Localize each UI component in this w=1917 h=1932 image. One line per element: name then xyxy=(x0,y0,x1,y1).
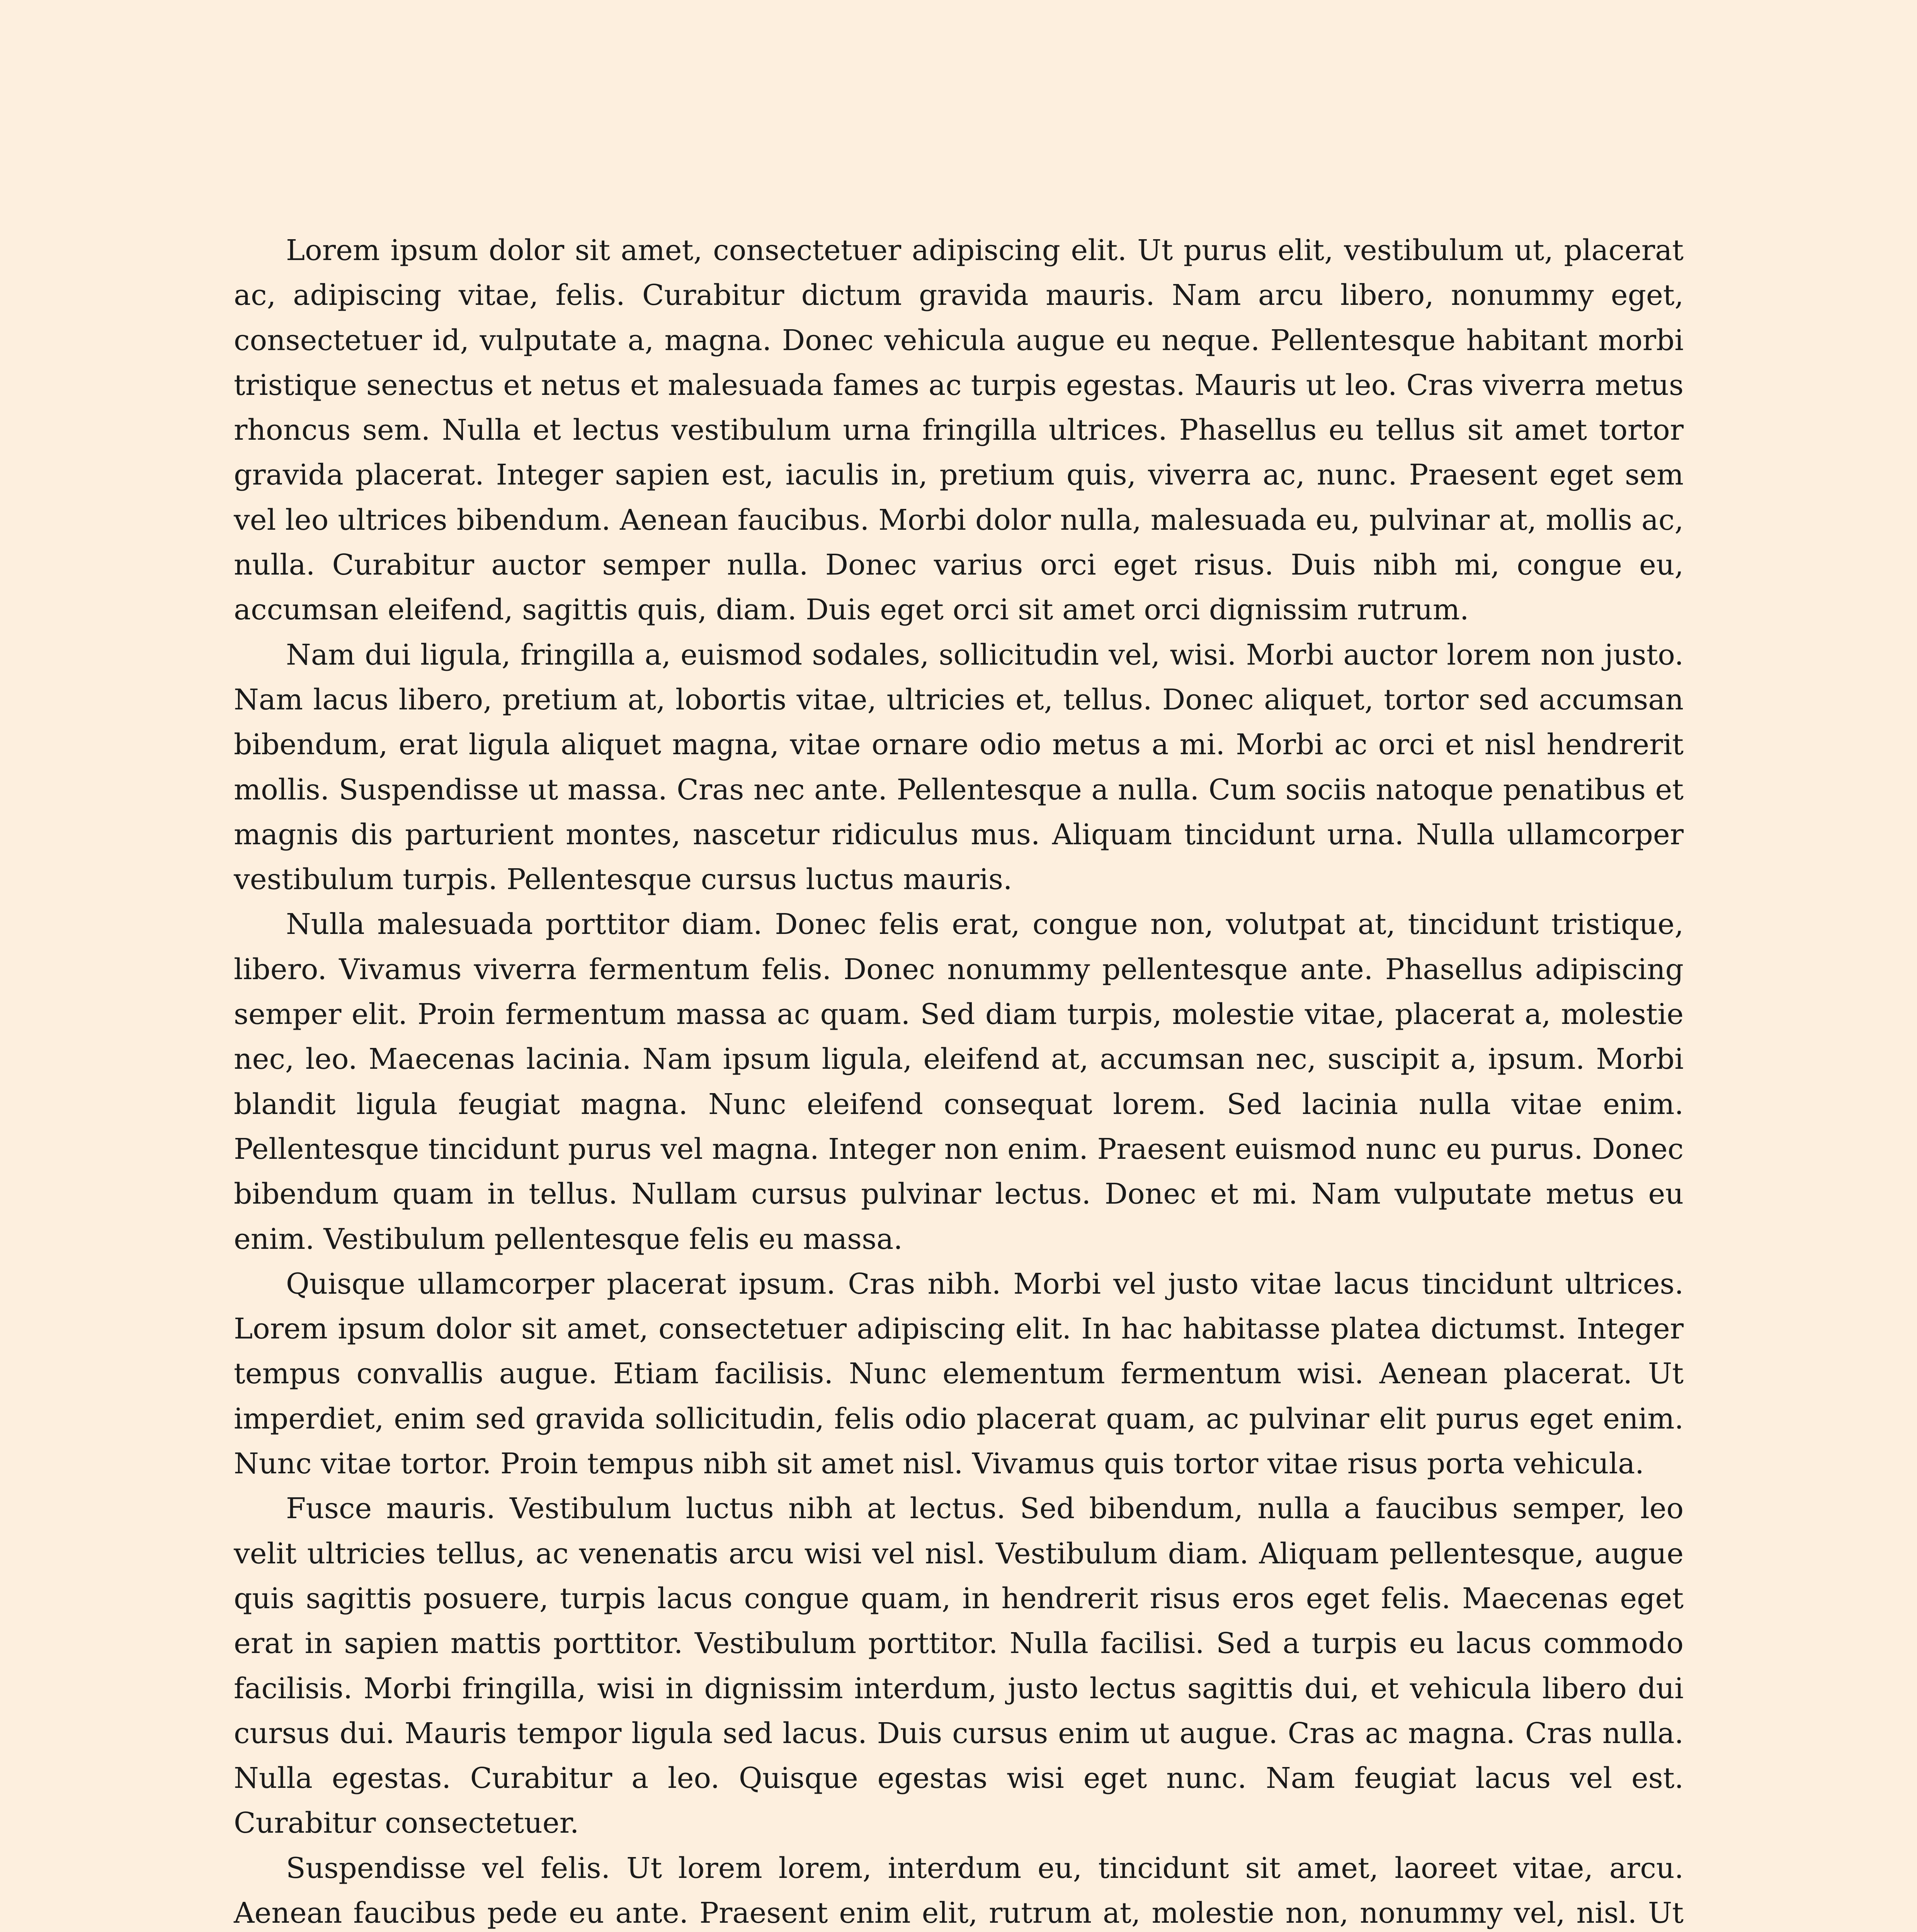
paragraph-6: Suspendisse vel felis. Ut lorem lorem, interdum eu, tincidunt sit amet, laoreet vitae, arcu. Aenean faucibus pede eu ante. Praesent enim elit, rutrum at, molestie non, nonummy vel, nisl. Ut xyxy=(234,1851,1684,1930)
paragraph-4: Quisque ullamcorper placerat ipsum. Cras nibh. Morbi vel justo vitae lacus tincidunt ultrices. Lorem ipsum dolor sit amet, consectetuer adipiscing elit. In hac habitasse platea dictumst. Integer tempus convallis augue. Etiam facilisis. Nunc elementum fermentum wisi. Aenean placerat. Ut imperdiet, enim sed gravida sollicitudin, felis odio placerat quam, ac pulvinar elit purus eget enim. Nunc vitae tortor. Proin tempus nibh sit amet nisl. Vivamus quis tortor vitae risus porta vehicula. xyxy=(234,1267,1684,1481)
paragraph-5: Fusce mauris. Vestibulum luctus nibh at lectus. Sed bibendum, nulla a faucibus semper, leo velit ultricies tellus, ac venenatis arcu wisi vel nisl. Vestibulum diam. Aliquam pellentesque, augue quis sagittis posuere, turpis lacus congue quam, in hendrerit risus eros eget felis. Maecenas eget erat in sapien mattis porttitor. Vestibulum porttitor. Nulla facilisi. Sed a turpis eu lacus commodo facilisis. Morbi fringilla, wisi in dignissim interdum, justo lectus sagittis dui, et vehicula libero dui cursus dui. Mauris tempor ligula sed lacus. Duis cursus enim ut augue. Cras ac magna. Cras nulla. Nulla egestas. Curabitur a leo. Quisque egestas wisi eget nunc. Nam feugiat lacus vel est. Curabitur consectetuer. xyxy=(234,1492,1684,1840)
paragraph-1: Lorem ipsum dolor sit amet, consectetuer adipiscing elit. Ut purus elit, vestibulum ut, placerat ac, adipiscing vitae, felis. Curabitur dictum gravida mauris. Nam arcu libero, nonummy eget, consectetuer id, vulputate a, magna. Donec vehicula augue eu neque. Pellentesque habitant morbi tristique senectus et netus et malesuada fames ac turpis egestas. Mauris ut leo. Cras viverra metus rhoncus sem. Nulla et lectus vestibulum urna fringilla ultrices. Phasellus eu tellus sit amet tortor gravida placerat. Integer sapien est, iaculis in, pretium quis, viverra ac, nunc. Praesent eget sem vel leo ultrices bibendum. Aenean faucibus. Morbi dolor nulla, malesuada eu, pulvinar at, mollis ac, nulla. Curabitur auctor semper nulla. Donec varius orci eget risus. Duis nibh mi, congue eu, accumsan eleifend, sagittis quis, diam. Duis eget orci sit amet orci dignissim rutrum. xyxy=(234,234,1684,627)
paragraph-3: Nulla malesuada porttitor diam. Donec felis erat, congue non, volutpat at, tincidunt tristique, libero. Vivamus viverra fermentum felis. Donec nonummy pellentesque ante. Phasellus adipiscing semper elit. Proin fermentum massa ac quam. Sed diam turpis, molestie vitae, placerat a, molestie nec, leo. Maecenas lacinia. Nam ipsum ligula, eleifend at, accumsan nec, suscipit a, ipsum. Morbi blandit ligula feugiat magna. Nunc eleifend consequat lorem. Sed lacinia nulla vitae enim. Pellentesque tincidunt purus vel magna. Integer non enim. Praesent euismod nunc eu purus. Donec bibendum quam in tellus. Nullam cursus pulvinar lectus. Donec et mi. Nam vulputate metus eu enim. Vestibulum pellentesque felis eu massa. xyxy=(234,908,1684,1256)
body-text xyxy=(234,228,1684,1932)
paragraph-2: Nam dui ligula, fringilla a, euismod sodales, sollicitudin vel, wisi. Morbi auctor lorem non justo. Nam lacus libero, pretium at, lobortis vitae, ultricies et, tellus. Donec aliquet, tortor sed accumsan bibendum, erat ligula aliquet magna, vitae ornare odio metus a mi. Morbi ac orci et nisl hendrerit mollis. Suspendisse ut massa. Cras nec ante. Pellentesque a nulla. Cum sociis natoque penatibus et magnis dis parturient montes, nascetur ridiculus mus. Aliquam tincidunt urna. Nulla ullamcorper vestibulum turpis. Pellentesque cursus luctus mauris. xyxy=(234,638,1684,896)
